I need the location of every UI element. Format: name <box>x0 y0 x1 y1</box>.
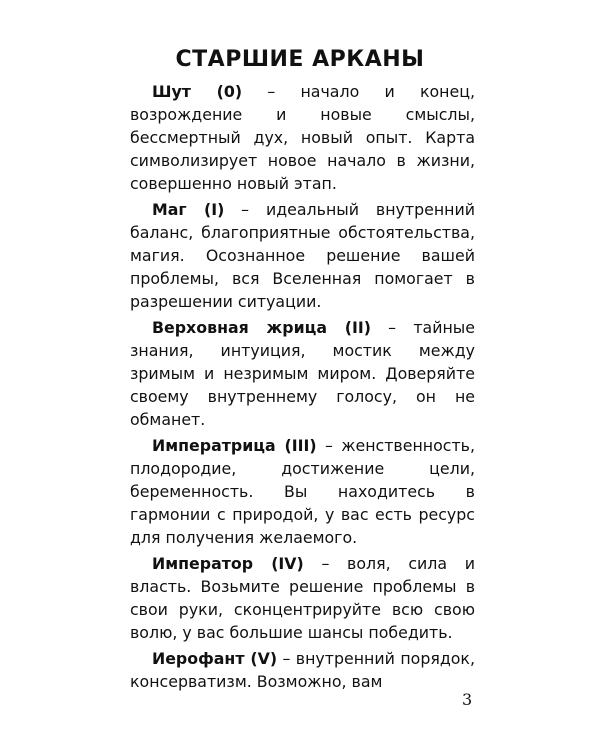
entry-fool <box>130 80 475 195</box>
entry-empress <box>130 434 475 549</box>
page-number: 3 <box>462 690 473 709</box>
desc-empress: – женственность, плодородие, достижение цели, беременность. Вы находитесь в гармонии с природой, у вас есть ресурс для получения желаемого. <box>130 436 475 547</box>
entry-hierophant <box>130 647 475 693</box>
term-high-priestess: Верховная жрица (II) <box>152 318 371 337</box>
term-emperor: Император (IV) <box>152 554 304 573</box>
entry-emperor <box>130 552 475 644</box>
term-hierophant: Иерофант (V) <box>152 649 278 668</box>
term-magician: Маг (I) <box>152 200 225 219</box>
desc-high-priestess: – тайные знания, интуиция, мостик между зримым и незримым миром. Доверяйте своему внутреннему голосу, он не обманет. <box>130 318 475 429</box>
arcana-list <box>130 80 475 696</box>
entry-high-priestess <box>130 316 475 431</box>
desc-hierophant: – внутренний порядок, консерватизм. Возможно, вам <box>130 649 475 691</box>
term-fool: Шут (0) <box>152 82 243 101</box>
entry-magician <box>130 198 475 313</box>
desc-magician: – идеальный внутренний баланс, благоприятные обстоятельства, магия. Осознанное решение вашей проблемы, вся Вселенная помогает в разрешении ситуации. <box>130 200 476 311</box>
page-title: СТАРШИЕ АРКАНЫ <box>175 46 425 72</box>
term-empress: Императрица (III) <box>152 436 317 455</box>
desc-emperor: – воля, сила и власть. Возьмите решение проблемы в свои руки, сконцентрируйте всю свою волю, у вас большие шансы победить. <box>130 554 476 642</box>
desc-fool: – начало и конец, возрождение и новые смыслы, бессмертный дух, новый опыт. Карта символизирует новое начало в жизни, совершенно новый этап. <box>130 82 475 193</box>
